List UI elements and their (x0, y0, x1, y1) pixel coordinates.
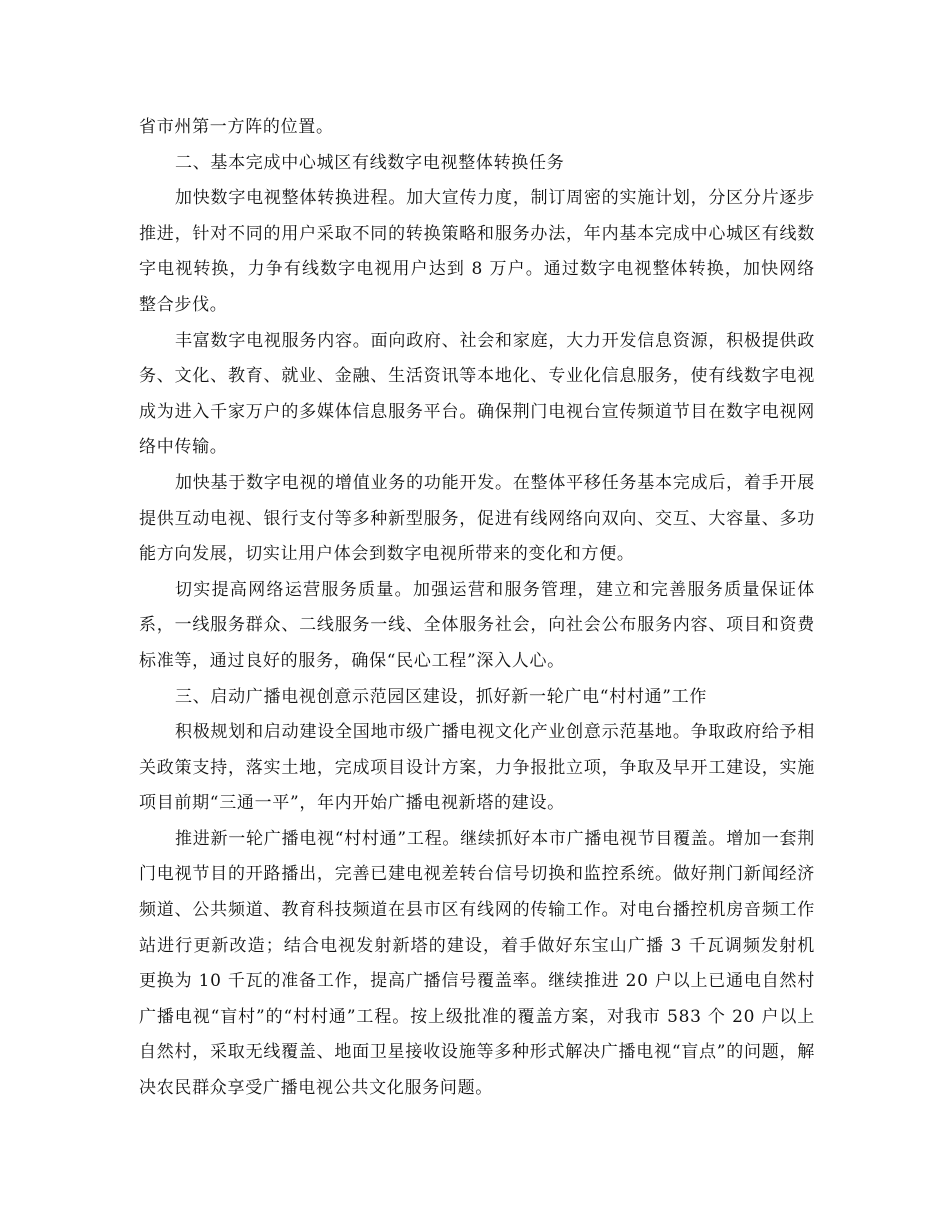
paragraph-village-coverage: 推进新一轮广播电视“村村通”工程。继续抓好本市广播电视节目覆盖。增加一套荆门电视节目的开路播出，完善已建电视差转台信号切换和监控系统。做好荆门新闻经济频道、公共频道、教育科技频道在县市区有线网的传输工作。对电台播控机房音频工作站进行更新改造；结合电视发射新塔的建设，着手做好东宝山广播 3 千瓦调频发射机更换为 10 千瓦的准备工作，提高广播信号覆盖率。继续推进 20 户以上已通电自然村广播电视“盲村”的“村村通”工程。按上级批准的覆盖方案，对我市 583 个 20 户以上自然村，采取无线覆盖、地面卫星接收设施等多种形式解决广播电视“盲点”的问题，解决农民群众享受广播电视公共文化服务问题。 (139, 828, 815, 1099)
paragraph-digital-tv-conversion: 加快数字电视整体转换进程。加大宣传力度，制订周密的实施计划，分区分片逐步推进，针对不同的用户采取不同的转换策略和服务办法，年内基本完成中心城区有线数字电视转换，力争有线数字电视用户达到 8 万户。通过数字电视整体转换，加快网络整合步伐。 (139, 188, 815, 315)
paragraph-creative-base: 积极规划和启动建设全国地市级广播电视文化产业创意示范基地。争取政府给予相关政策支持，落实土地，完成项目设计方案，力争报批立项，争取及早开工建设，实施项目前期“三通一平”，年内开始广播电视新塔的建设。 (139, 722, 815, 814)
document-page (139, 110, 815, 1107)
paragraph-service-quality: 切实提高网络运营服务质量。加强运营和服务管理，建立和完善服务质量保证体系，一线服务群众、二线服务一线、全体服务社会，向社会公布服务内容、项目和资费标准等，通过良好的服务，确保“民心工程”深入人心。 (139, 579, 815, 671)
section-heading-2: 二、基本完成中心城区有线数字电视整体转换任务 (175, 152, 565, 173)
section-heading-3: 三、启动广播电视创意示范园区建设，抓好新一轮广电“村村通”工作 (175, 686, 708, 707)
paragraph-continuation: 省市州第一方阵的位置。 (139, 117, 334, 137)
paragraph-value-added-services: 加快基于数字电视的增值业务的功能开发。在整体平移任务基本完成后，着手开展提供互动电视、银行支付等多种新型服务，促进有线网络向双向、交互、大容量、多功能方向发展，切实让用户体会到数字电视所带来的变化和方便。 (139, 472, 815, 565)
paragraph-digital-tv-content: 丰富数字电视服务内容。面向政府、社会和家庭，大力开发信息资源，积极提供政务、文化、教育、就业、金融、生活资讯等本地化、专业化信息服务，使有线数字电视成为进入千家万户的多媒体信息服务平台。确保荆门电视台宣传频道节目在数字电视网络中传输。 (139, 330, 815, 458)
